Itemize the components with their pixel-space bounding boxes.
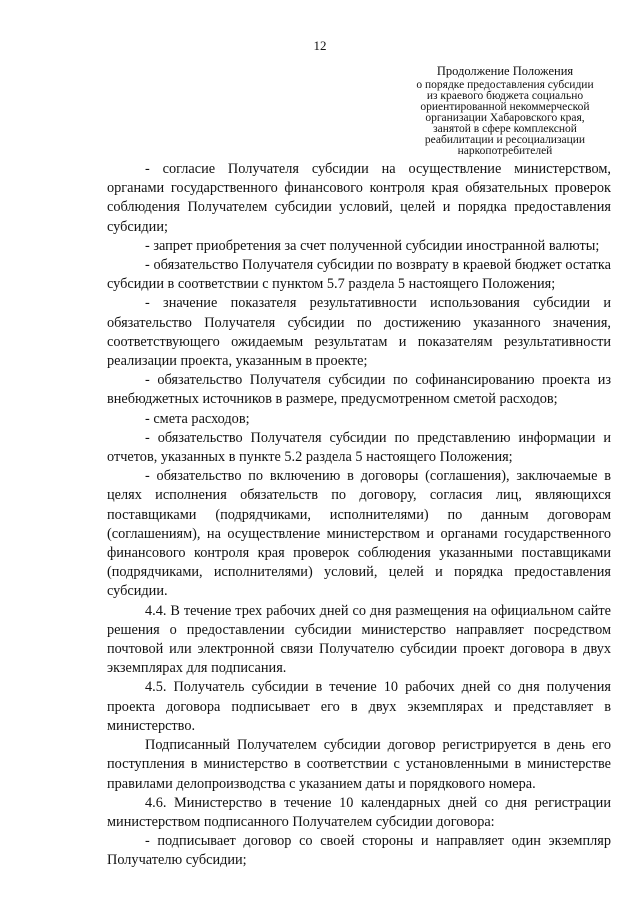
paragraph-4-4: 4.4. В течение трех рабочих дней со дня размещения на официальном сайте решения о предоставлении субсидии министерство направляет посредством почтовой или электронной связи Получателю субсидии проект договора в двух экземплярах для подписания.	[107, 602, 611, 677]
list-item-currency-ban: - запрет приобретения за счет полученной субсидии иностранной валюты;	[145, 237, 600, 254]
list-item-cofinancing: - обязательство Получателя субсидии по софинансированию проекта из внебюджетных источников в размере, предусмотренном сметой расходов;	[107, 372, 611, 408]
list-item-supplier-consent: - обязательство по включению в договоры (соглашения), заключаемые в целях исполнения обязательств по договору, согласия лиц, являющихся поставщиками (подрядчиками, исполнителями) по данным договорам (соглашениям), на осуществление министерством и органами государственного финансового контроля края проверок соблюдения указанными поставщиками (подрядчиками, исполнителями) условий, целей и порядка предоставления субсидии.	[107, 468, 611, 600]
paragraph-registration: Подписанный Получателем субсидии договор регистрируется в день его поступления в министерство в соответствии с установленными в министерстве правилами делопроизводства с указанием даты и порядкового номера.	[107, 737, 611, 792]
header-line: наркопотребителей	[457, 145, 553, 157]
list-item-cost-estimate: - смета расходов;	[145, 410, 250, 427]
header-line: реабилитации и ресоциализации	[424, 134, 586, 146]
paragraph-4-5: 4.5. Получатель субсидии в течение 10 рабочих дней со дня получения проекта договора подписывает его в двух экземплярах и представляет в министерство.	[107, 679, 611, 734]
header-line: о порядке предоставления субсидии	[416, 79, 594, 91]
header-line: ориентированной некоммерческой	[420, 101, 590, 113]
header-caption: Продолжение Положения	[436, 64, 574, 78]
list-item-sign-contract: - подписывает договор со своей стороны и направляет один экземпляр Получателю субсидии;	[107, 833, 611, 869]
page-number: 12	[313, 38, 327, 53]
header-line: организации Хабаровского края,	[425, 112, 585, 124]
document-header	[405, 64, 605, 157]
list-item-return-obligation: - обязательство Получателя субсидии по возврату в краевой бюджет остатка субсидии в соответствии с пунктом 5.7 раздела 5 настоящего Положения;	[107, 257, 611, 293]
header-line: занятой в сфере комплексной	[433, 123, 577, 135]
document-body	[107, 160, 611, 871]
list-item-consent-checks: - согласие Получателя субсидии на осуществление министерством, органами государственного финансового контроля края обязательных проверок соблюдения Получателем субсидии условий, целей и порядка предоставления субсидии;	[107, 161, 611, 235]
list-item-reporting: - обязательство Получателя субсидии по представлению информации и отчетов, указанных в пункте 5.2 раздела 5 настоящего Положения;	[107, 429, 611, 466]
paragraph-4-6: 4.6. Министерство в течение 10 календарных дней со дня регистрации министерством подписанного Получателем субсидии договора:	[107, 794, 611, 830]
list-item-performance-indicator: - значение показателя результативности использования субсидии и обязательство Получателя субсидии по достижению указанного значения, соответствующего ожидаемым результатам и показателям результативности реализации проекта, указанным в проекте;	[107, 295, 611, 370]
header-line: из краевого бюджета социально	[426, 90, 584, 102]
